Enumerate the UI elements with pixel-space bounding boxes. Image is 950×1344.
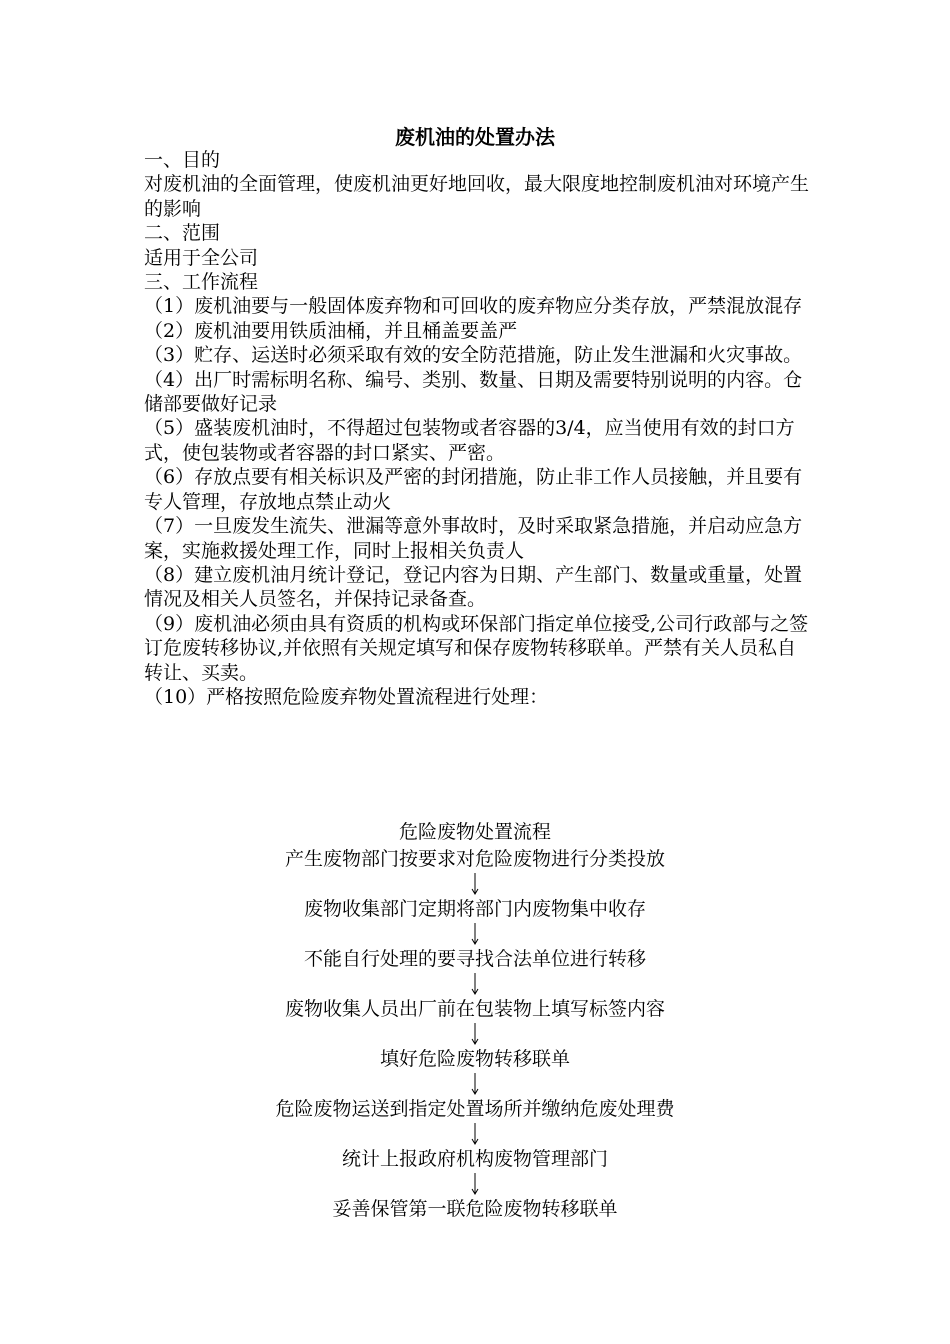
down-arrow-icon	[469, 1072, 481, 1096]
down-arrow-icon	[469, 872, 481, 896]
down-arrow-icon	[469, 922, 481, 946]
down-arrow-icon	[469, 1172, 481, 1196]
flowchart-step-8: 妥善保管第一联危险废物转移联单	[332, 1198, 618, 1220]
down-arrow-icon	[469, 972, 481, 996]
flowchart-step-7: 统计上报政府机构废物管理部门	[341, 1148, 608, 1170]
workflow-item-8: （8）建立废机油月统计登记，登记内容为日期、产生部门、数量或重量，处置情况及相关人员签名，并保持记录备查。	[144, 563, 803, 611]
workflow-item-7: （7）一旦废发生流失、泄漏等意外事故时，及时采取紧急措施，并启动应急方案，实施救援处理工作，同时上报相关负责人	[144, 515, 803, 562]
workflow-item-4: （4）出厂时需标明名称、编号、类别、数量、日期及需要特别说明的内容。仓储部要做好记录	[144, 368, 803, 416]
flowchart-step-4: 废物收集人员出厂前在包装物上填写标签内容	[284, 998, 665, 1020]
workflow-item-2: （2）废机油要用铁质油桶，并且桶盖要盖严	[144, 319, 518, 342]
down-arrow-icon	[469, 1122, 481, 1146]
flowchart-step-5: 填好危险废物转移联单	[379, 1048, 570, 1070]
workflow-item-3: （3）贮存、运送时必须采取有效的安全防范措施，防止发生泄漏和火灾事故。	[144, 344, 803, 367]
workflow-item-10: （10）严格按照危险废弃物处置流程进行处理：	[144, 685, 549, 708]
flowchart-step-3: 不能自行处理的要寻找合法单位进行转移	[303, 948, 646, 970]
flowchart-step-6: 危险废物运送到指定处置场所并缴纳危废处理费	[275, 1098, 675, 1120]
workflow-item-6: （6）存放点要有相关标识及严密的封闭措施，防止非工作人员接触，并且要有专人管理，存放地点禁止动火	[144, 466, 803, 513]
section-heading-scope: 二、范围	[144, 222, 221, 245]
purpose-text: 对废机油的全面管理，使废机油更好地回收，最大限度地控制废机油对环境产生的影响	[144, 173, 810, 220]
flowchart-step-2: 废物收集部门定期将部门内废物集中收存	[303, 898, 646, 920]
workflow-item-9: （9）废机油必须由具有资质的机构或环保部门指定单位接受,公司行政部与之签订危废转移协议,并依照有关规定填写和保存废物转移联单。严禁有关人员私自转让、买卖。	[144, 612, 809, 684]
flowchart-title: 危险废物处置流程	[398, 821, 551, 843]
document-body	[144, 148, 812, 709]
workflow-item-1: （1）废机油要与一般固体废弃物和可回收的废弃物应分类存放，严禁混放混存	[144, 295, 803, 318]
section-heading-purpose: 一、目的	[144, 149, 221, 171]
down-arrow-icon	[469, 1022, 481, 1046]
workflow-item-5: （5）盛装废机油时，不得超过包装物或者容器的3/4，应当使用有效的封口方式，使包装物或者容器的封口紧实、严密。	[144, 417, 795, 464]
scope-text: 适用于全公司	[144, 246, 259, 269]
section-heading-workflow: 三、工作流程	[144, 271, 259, 294]
disposal-flowchart	[190, 818, 760, 1222]
document-title: 废机油的处置办法	[395, 125, 555, 149]
flowchart-step-1: 产生废物部门按要求对危险废物进行分类投放	[284, 848, 665, 870]
